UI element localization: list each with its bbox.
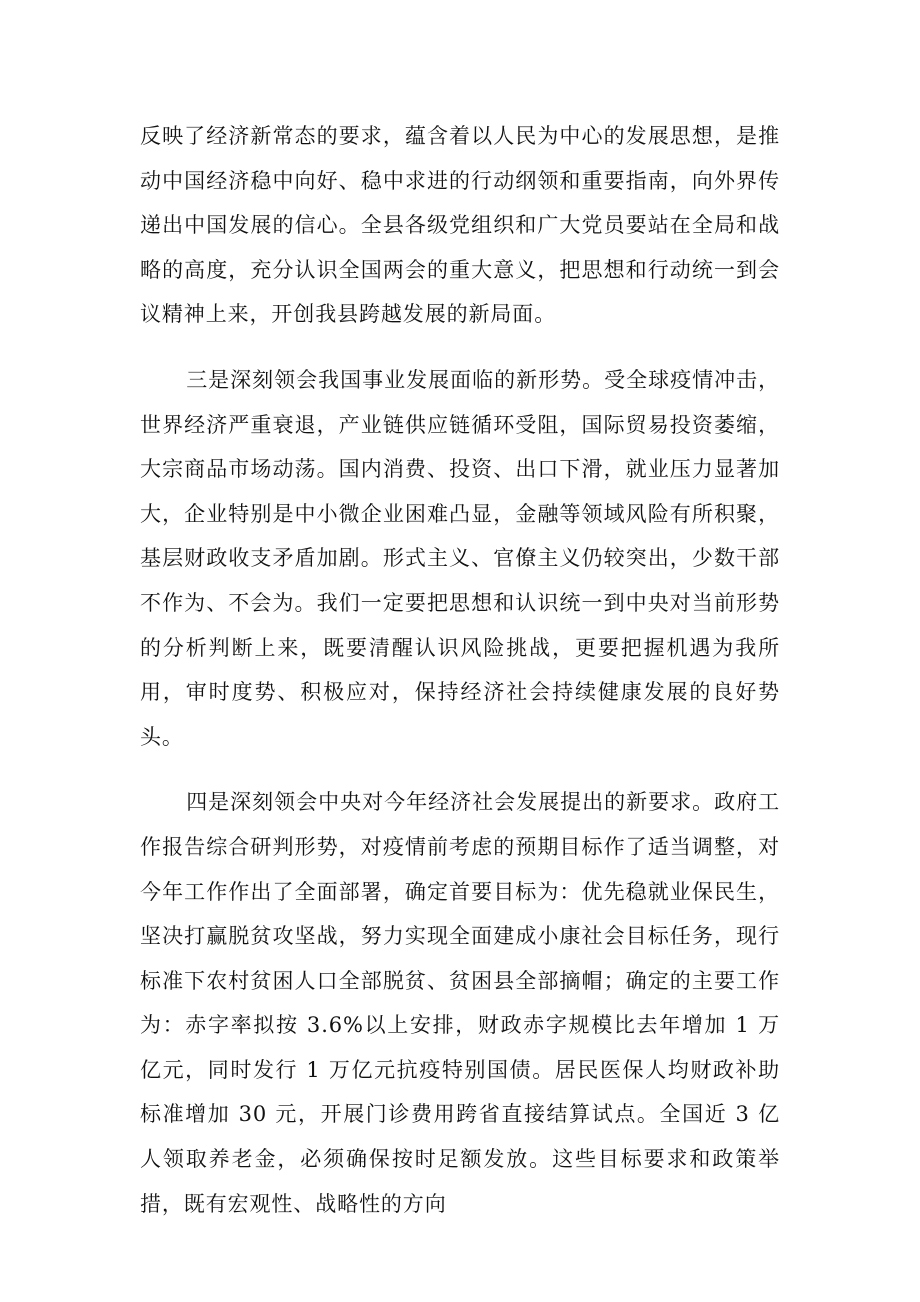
paragraph-point-four: 四是深刻领会中央对今年经济社会发展提出的新要求。政府工作报告综合研判形势，对疫情前考虑的预期目标作了适当调整，对今年工作作出了全面部署，确定首要目标为：优先稳就业保民生，坚决打赢脱贫攻坚战，努力实现全面建成小康社会目标任务，现行标准下农村贫困人口全部脱贫、贫困县全部摘帽；确定的主要工作为：赤字率拟按 3.6%以上安排，财政赤字规模比去年增加 1 万亿元，同时发行 1 万亿元抗疫特别国债。居民医保人均财政补助标准增加 30 元，开展门诊费用跨省直接结算试点。全国近 3 亿人领取养老金，必须确保按时足额发放。这些目标要求和政策举措，既有宏观性、战略性的方向 [140, 790, 780, 1216]
document-body [140, 114, 780, 1247]
paragraph-point-three: 三是深刻领会我国事业发展面临的新形势。受全球疫情冲击，世界经济严重衰退，产业链供应链循环受阻，国际贸易投资萎缩，大宗商品市场动荡。国内消费、投资、出口下滑，就业压力显著加大，企业特别是中小微企业困难凸显，金融等领域风险有所积聚，基层财政收支矛盾加剧。形式主义、官僚主义仍较突出，少数干部不作为、不会为。我们一定要把思想和认识统一到中央对当前形势的分析判断上来，既要清醒认识风险挑战，更要把握机遇为我所用，审时度势、积极应对，保持经济社会持续健康发展的良好势头。 [140, 367, 780, 749]
paragraph-continuation: 反映了经济新常态的要求，蕴含着以人民为中心的发展思想，是推动中国经济稳中向好、稳中求进的行动纲领和重要指南，向外界传递出中国发展的信心。全县各级党组织和广大党员要站在全局和战略的高度，充分认识全国两会的重大意义，把思想和行动统一到会议精神上来，开创我县跨越发展的新局面。 [140, 124, 780, 327]
